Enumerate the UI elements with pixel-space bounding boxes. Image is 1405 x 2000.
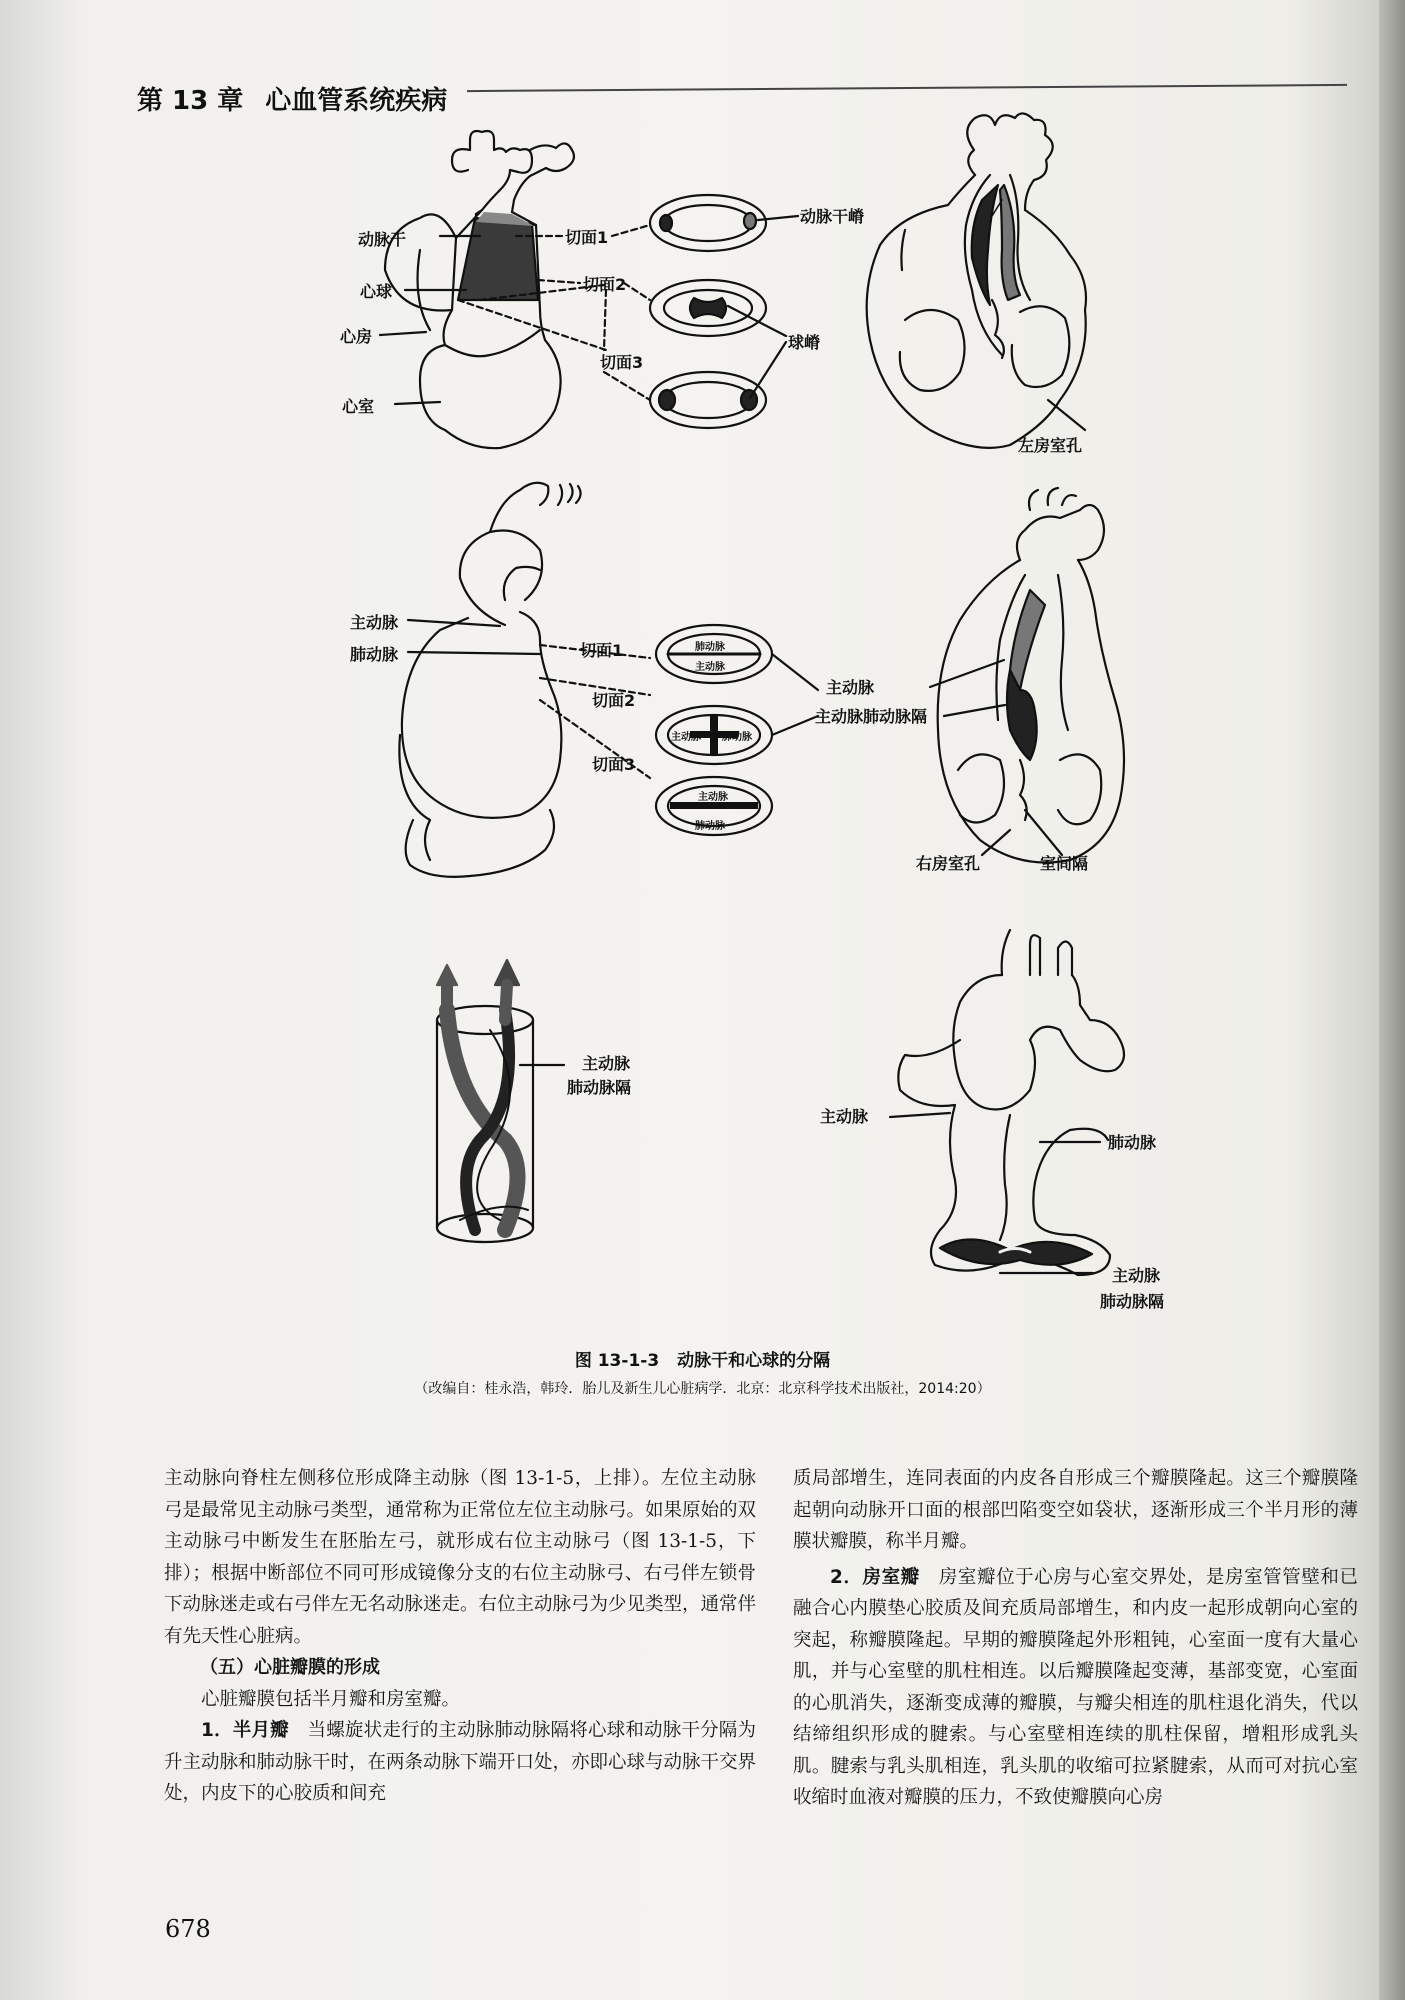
leader-aps-d <box>944 705 1005 716</box>
leader-left-av <box>1048 400 1085 430</box>
label-ventricle: 心室 <box>342 397 375 416</box>
sectioned-heart-middle <box>938 488 1124 863</box>
bulbus-fill <box>458 218 538 300</box>
label-atrium: 心房 <box>340 327 373 346</box>
item1-title: 1．半月瓣 <box>201 1720 289 1741</box>
label-bulbus: 心球 <box>360 282 393 301</box>
label-bulbar-ridge: 球嵴 <box>788 333 821 352</box>
leader-bulbar-ridge-2 <box>750 342 786 398</box>
leader-aorta-f <box>890 1113 950 1117</box>
right-paragraph-1: 质局部增生，连同表面的内皮各自形成三个瓣膜隆起。这三个瓣膜隆起朝向动脉开口面的根部凹陷变空如袋状，逐渐形成三个半月形的薄膜状瓣膜，称半月瓣。 <box>793 1468 1358 1552</box>
cut3-line <box>604 290 606 350</box>
label-ivs: 室间隔 <box>1040 854 1089 873</box>
label-aorta-c: 主动脉 <box>350 613 399 632</box>
separated-vessels <box>898 930 1124 1275</box>
section-heading: （五）心脏瓣膜的形成 <box>200 1657 380 1678</box>
section1-label-pulm: 肺动脉 <box>695 642 725 653</box>
label-cut1b: 切面1 <box>580 641 624 660</box>
leader-ventricle <box>395 402 440 404</box>
label-truncus-ridge: 动脉干嵴 <box>800 207 865 226</box>
label-aorta-f2: 主动脉 <box>1112 1266 1161 1285</box>
section3-label-pulm: 肺动脉 <box>695 821 725 832</box>
cut1-ext <box>612 225 650 236</box>
section3-label-aorta: 主动脉 <box>698 792 728 803</box>
chapter-name: 心血管系统疾病 <box>265 86 448 116</box>
leader-atrium <box>380 332 426 335</box>
section1-label-aorta: 主动脉 <box>695 662 725 673</box>
label-cut3: 切面3 <box>600 353 644 372</box>
leader-ivs <box>1025 810 1062 855</box>
right-paragraph-2 <box>793 1562 1358 1814</box>
chapter-number: 第 13 章 <box>137 86 244 116</box>
label-aorta-e: 主动脉 <box>582 1054 631 1073</box>
label-right-av-canal: 右房室孔 <box>916 854 981 873</box>
cut2-connector <box>624 283 650 300</box>
label-pulmonary-septum-e: 肺动脉隔 <box>567 1078 632 1097</box>
cut3-ext <box>458 300 606 350</box>
label-truncus: 动脉干 <box>358 230 407 249</box>
cross-section-1 <box>650 195 766 251</box>
label-cut2b: 切面2 <box>592 691 636 710</box>
item2-text: 房室瓣位于心房与心室交界处，是房室管管壁和已融合心内膜垫心胶质及间充质局部增生，和内皮一起形成朝向心室的突起，称瓣膜隆起。早期的瓣膜隆起外形粗钝，心室面一度有大量心肌，并与心室壁的肌柱相连。以后瓣膜隆起变薄，基部变宽，心室面的心肌消失，逐渐变成薄的瓣膜，与瓣尖相连的肌柱退化消失，代以结缔组织形成的腱索。与心室壁相连续的肌柱保留，增粗形成乳头肌。腱索与乳头肌相连，乳头肌的收缩可拉紧腱索，从而可对抗心室收缩时血液对瓣膜的压力，不致使瓣膜向心房 <box>793 1566 1358 1808</box>
label-left-av-canal: 左房室孔 <box>1018 436 1083 455</box>
page-number: 678 <box>165 1915 211 1943</box>
sectioned-heart-top <box>867 113 1086 447</box>
label-cut3b: 切面3 <box>592 755 636 774</box>
label-cut2: 切面2 <box>583 275 627 294</box>
label-pulmonary-c: 肺动脉 <box>350 645 399 664</box>
item1-text: 当螺旋状走行的主动脉肺动脉隔将心球和动脉干分隔为升主动脉和肺动脉干时，在两条动脉下端开口处，亦即心球与动脉干交界处，内皮下的心胶质和间充 <box>164 1720 757 1804</box>
leader-pulmonary-c <box>408 652 540 654</box>
cross-section-1b <box>656 625 772 683</box>
section2-label-aorta: 主动脉 <box>671 732 701 743</box>
figure-source: （改编自：桂永浩，韩玲．胎儿及新生儿心脏病学．北京：北京科学技术出版社，2014:20） <box>414 1381 991 1397</box>
cut3-connector <box>604 372 650 400</box>
left-paragraph-1: 主动脉向脊柱左侧移位形成降主动脉（图 13-1-5，上排）。左位主动脉弓是最常见主动脉弓类型，通常称为正常位左位主动脉弓。如果原始的双主动脉弓中断发生在胚胎左弓，就形成右位主动脉弓（图 13-1-5，下排）；根据中断部位不同可形成镜像分支的右位主动脉弓、右弓伴左锁骨下动脉迷走或右弓伴左无名动脉迷走。右位主动脉弓为少见类型，通常伴有先天性心脏病。 <box>164 1468 757 1647</box>
right-column <box>793 1463 1358 1814</box>
label-pulmonary-septum-f: 肺动脉隔 <box>1100 1292 1165 1311</box>
figure-number: 图 13-1-3 <box>574 1351 660 1371</box>
label-aps-b: 主动脉肺动脉隔 <box>815 707 928 726</box>
cut2-line <box>538 280 580 283</box>
label-cut1: 切面1 <box>565 228 609 247</box>
cross-section-3 <box>650 372 766 428</box>
leader-aps-b <box>772 716 818 735</box>
spiral-diagram <box>437 960 533 1242</box>
figure-title: 动脉干和心球的分隔 <box>677 1351 831 1371</box>
vessel-base-dark <box>940 1239 1092 1264</box>
left-column <box>164 1463 756 1810</box>
left-paragraph-2: 心脏瓣膜包括半月瓣和房室瓣。 <box>201 1688 461 1710</box>
figure-caption <box>0 1346 1405 1371</box>
label-pulmonary-f: 肺动脉 <box>1108 1133 1157 1152</box>
label-aorta-b: 主动脉 <box>826 678 875 697</box>
spiral-ridge-dark <box>972 185 998 305</box>
section2-label-pulm: 肺动脉 <box>722 732 752 743</box>
left-paragraph-3 <box>164 1715 756 1810</box>
leader-aorta-b <box>772 654 818 690</box>
aps-grey-d <box>1010 590 1045 690</box>
item2-title: 2．房室瓣 <box>830 1566 920 1588</box>
cross-section-2 <box>650 280 766 336</box>
label-aorta-f: 主动脉 <box>820 1107 869 1126</box>
